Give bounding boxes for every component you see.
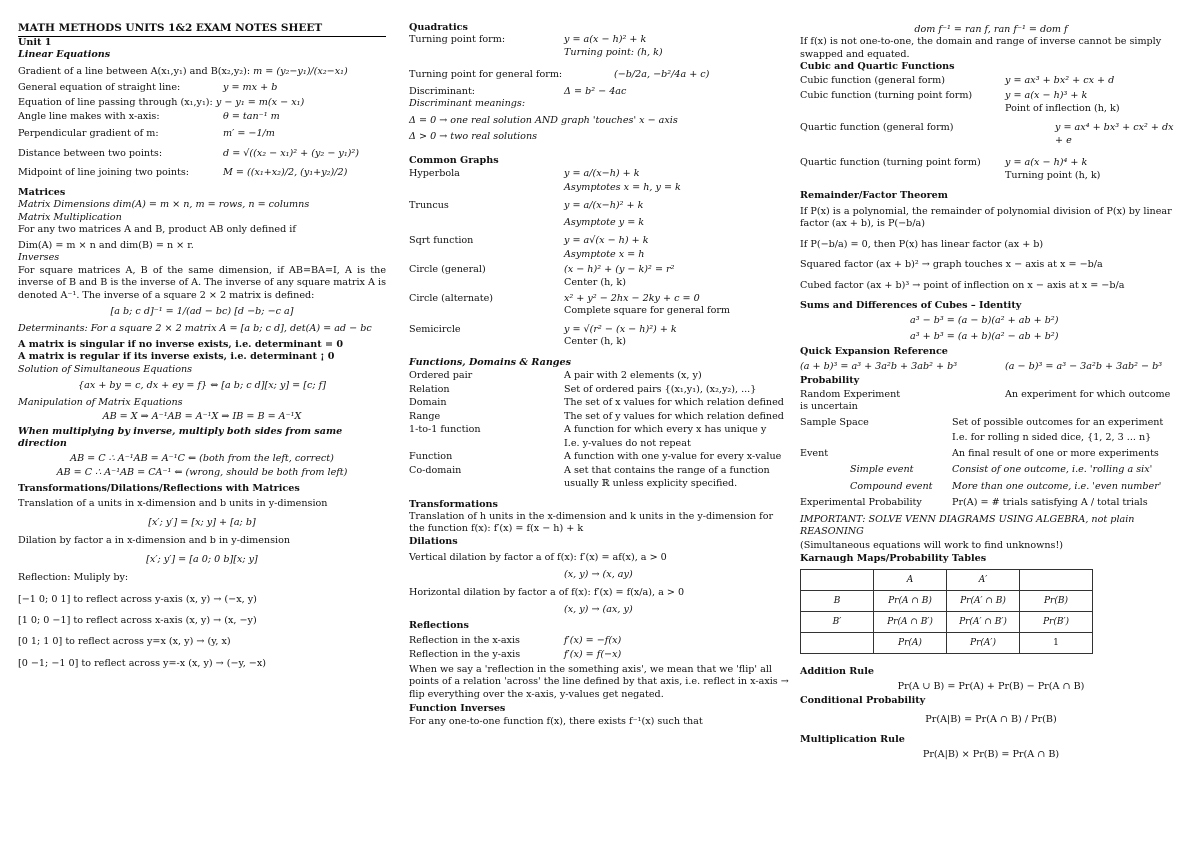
random-experiment-row: Random Experiment An experiment for which outcome [800,388,1171,400]
remainder-2: If P(−b/a) = 0, then P(x) has linear factor (ax + b) [800,238,1044,250]
tdr-dilation-eq: [x′; y′] = [a 0; 0 b][x; y] [146,553,258,565]
fdr-row: Relation Set of ordered pairs {(x₁,y₁), (x₂,y₂), ...} [409,383,757,395]
fdr-heading: Functions, Domains & Ranges [409,356,572,368]
fdr-row: I.e. y-values do not repeat [564,437,691,449]
reflection-x-row: Reflection in the x-axis f′(x) = −f(x) [409,634,622,646]
table-cell: Pr(A′ ∩ B′) [947,612,1020,633]
gradient-row: Gradient of a line between A(x₁,y₁) and B(x₂,y₂): m = (y₂−y₁)/(x₂−x₁) [18,65,348,77]
cubic-heading: Cubic and Quartic Functions [800,61,955,73]
vertical-dilation: Vertical dilation by factor a of f(x): f′(x) = af(x), a > 0 [409,552,667,564]
cubic-tp-row: Cubic function (turning point form) y = a(x − h)³ + k [800,90,1088,102]
inverse-correct: AB = C ∴ A⁻¹AB = A⁻¹C ⇐ (both from the left, correct) [70,452,334,464]
reflection-text: When we say a 'reflection in the something axis', we mean that we 'flip' all points of a relation 'across' the line defined by that axis, i.e. reflect in x-axis → flip everything over the x-axis, y-values get negated. [409,663,789,700]
reflect-y-eq-neg-x: [0 −1; −1 0] to reflect across y=-x (x, y) → (−y, −x) [18,657,266,669]
table-cell: B′ [801,612,874,633]
tdr-heading: Transformations/Dilations/Reflections with Matrices [18,482,300,494]
quartic-tp-row: Quartic function (turning point form) y = a(x − h)⁴ + k [800,157,1088,169]
table-cell: 1 [1020,633,1093,654]
line-through-row: Equation of line passing through (x₁,y₁): y − y₁ = m(x − x₁) [18,96,305,108]
table-cell: Pr(B′) [1020,612,1093,633]
random-experiment-cont: is uncertain [800,401,858,413]
table-cell: A′ [947,570,1020,591]
sqrt-row: Sqrt function y = a√(x − h) + k [409,235,649,247]
table-cell [801,570,874,591]
transformations-translation: Translation of h units in the x-dimension and k units in the y-dimension for the function f(x): f′(x) = f(x − h) + k [409,511,774,535]
inverse-formula: [a b; c d]⁻¹ = 1/(ad − bc) [d −b; −c a] [110,306,294,318]
column-3 [800,24,1182,763]
column-2 [409,22,789,728]
tp-general-row: Turning point for general form: (−b/2a, −b²/4a + c) [409,69,710,81]
angle-row: Angle line makes with x-axis: θ = tan⁻¹ m [18,110,280,122]
multiplication-rule: Pr(A|B) × Pr(B) = Pr(A ∩ B) [922,748,1060,760]
tdr-reflection: Reflection: Muliply by: [18,572,129,584]
event-row: Event An final result of one or more experiments [800,447,1159,459]
transformations-heading: Transformations [409,498,498,510]
matrix-mult-2: Dim(A) = m × n and dim(B) = n × r. [18,239,194,251]
table-cell: Pr(A ∩ B) [874,591,947,612]
inverses-text: For square matrices A, B of the same dimension, if AB=BA=I, A is the inverse of B and B is the inverse of A. The inverse of any square matrix A is denoted A⁻¹. The inverse of a square 2 × 2 matrix is defined: [18,264,386,301]
addition-rule-heading: Addition Rule [800,666,874,678]
cubes-heading: Sums and Differences of Cubes – Identity [800,299,1022,311]
truncus-row: Truncus y = a/(x−h)² + k [409,200,644,212]
reflect-y-eq-x: [0 1; 1 0] to reflect across y=x (x, y) → (y, x) [18,636,231,648]
tdr-translation: Translation of a units in x-dimension and b units in y-dimension [18,498,328,510]
remainder-4: Cubed factor (ax + b)³ → point of inflection on x − axis at x = −b/a [800,279,1125,291]
cubic-tp-point: Point of inflection (h, k) [1005,102,1120,114]
probability-heading: Probability [800,375,860,387]
table-row [801,612,1093,633]
table-cell: A [874,570,947,591]
fdr-row: usually ℝ unless explicity specified. [564,478,738,490]
simultaneous-eq: {ax + by = c, dx + ey = f} ⇔ [a b; c d][x; y] = [c; f] [78,380,326,392]
table-cell: B [801,591,874,612]
karnaugh-heading: Karnaugh Maps/Probability Tables [800,552,987,564]
inverses-fn-heading: Function Inverses [409,703,506,715]
table-cell: Pr(A ∩ B′) [874,612,947,633]
inverses-fn-text: For any one-to-one function f(x), there exists f⁻¹(x) such that [409,715,703,727]
perp-row: Perpendicular gradient of m: m′ = −1/m [18,128,275,140]
horizontal-dilation: Horizontal dilation by factor a of f(x): f′(x) = f(x/a), a > 0 [409,587,685,599]
expansion-row: (a + b)³ = a³ + 3a²b + 3ab² + b³ (a − b)³ = a³ − 3a²b + 3ab² − b³ [800,360,1163,372]
table-cell: Pr(A) [874,633,947,654]
addition-rule: Pr(A ∪ B) = Pr(A) + Pr(B) − Pr(A ∩ B) [897,680,1085,692]
cubes-sum: a³ + b³ = (a + b)(a² − ab + b²) [910,330,1059,342]
experimental-probability-row: Experimental Probability Pr(A) = # trials satisfying A / total trials [800,497,1148,509]
reflection-y-row: Reflection in the y-axis f′(x) = f(−x) [409,649,622,661]
discriminant-zero: Δ = 0 → one real solution AND graph 'touches' x − axis [409,114,678,126]
circle-alt-note: Complete square for general form [564,305,731,317]
dilations-heading: Dilations [409,535,458,547]
fdr-list [409,370,789,490]
inverse-wrong: AB = C ∴ A⁻¹AB = CA⁻¹ ⇐ (wrong, should be both from left) [56,467,348,479]
conditional-heading: Conditional Probability [800,695,926,707]
linear-heading: Linear Equations [18,49,111,61]
circle-general-row: Circle (general) (x − h)² + (y − k)² = r² [409,264,675,276]
matrix-mult-heading: Matrix Multiplication [18,211,122,223]
table-row [801,633,1093,654]
multiplication-heading: Multiplication Rule [800,734,905,746]
inverse-note: If f(x) is not one-to-one, the domain and range of inverse cannot be simply swapped and equated. [800,36,1162,60]
sample-space-row: Sample Space Set of possible outcomes for an experiment [800,416,1164,428]
manipulation-heading: Manipulation of Matrix Equations [18,396,183,408]
karnaugh-table [800,569,1093,654]
compound-event-row: Compound event More than one outcome, i.e. 'even number' [850,480,1162,492]
singular-text: A matrix is singular if no inverse exists, i.e. determinant = 0 [18,339,344,351]
discriminant-positive: Δ > 0 → two real solutions [409,131,538,143]
simultaneous-heading: Solution of Simultaneous Equations [18,363,193,375]
reflect-y-axis: [−1 0; 0 1] to reflect across y-axis (x, y) → (−x, y) [18,593,257,605]
determinant-text: Determinants: For a square 2 × 2 matrix A = [a b; c d], det(A) = ad − bc [18,322,372,334]
remainder-heading: Remainder/Factor Theorem [800,190,948,202]
hyperbola-asymptotes: Asymptotes x = h, y = k [564,181,681,193]
tdr-translation-eq: [x′; y′] = [x; y] + [a; b] [148,516,256,528]
table-row [801,570,1093,591]
manipulation-eq: AB = X ⇒ A⁻¹AB = A⁻¹X ⇒ IB = B = A⁻¹X [102,411,302,423]
table-cell: Pr(B) [1020,591,1093,612]
hyperbola-row: Hyperbola y = a/(x−h) + k [409,168,640,180]
tp-form-point: Turning point: (h, k) [564,46,663,58]
discriminant-meanings-heading: Discriminant meanings: [409,98,526,110]
tp-form-row: Turning point form: y = a(x − h)² + k [409,34,647,46]
inverse-warning: When multiplying by inverse, multiply both sides from same direction [18,425,343,450]
page-title: MATH METHODS UNITS 1&2 EXAM NOTES SHEET [18,22,386,37]
important-note: IMPORTANT: SOLVE VENN DIAGRAMS USING ALGEBRA, not plain REASONING [800,513,1135,537]
vertical-dilation-map: (x, y) → (x, ay) [564,568,633,580]
conditional-rule: Pr(A|B) = Pr(A ∩ B) / Pr(B) [925,713,1057,725]
fdr-row: Range The set of y values for which relation defined [409,410,784,422]
matrix-mult-1: For any two matrices A and B, product AB only defined if [18,224,296,236]
circle-alt-row: Circle (alternate) x² + y² − 2hx − 2ky + c = 0 [409,292,700,304]
circle-general-center: Center (h, k) [564,276,626,288]
truncus-asymptote: Asymptote y = k [564,216,645,228]
midpoint-row: Midpoint of line joining two points: M = ((x₁+x₂)/2, (y₁+y₂)/2) [18,167,348,179]
common-graphs-heading: Common Graphs [409,154,499,166]
fdr-row: 1-to-1 function A function for which every x has unique y [409,424,767,436]
table-cell: Pr(A′) [947,633,1020,654]
matrices-heading: Matrices [18,186,66,198]
quadratics-heading: Quadratics [409,22,468,33]
distance-row: Distance between two points: d = √((x₂ − x₁)² + (y₂ − y₁)²) [18,147,359,159]
expansion-heading: Quick Expansion Reference [800,346,948,358]
regular-text: A matrix is regular if its inverse exists, i.e. determinant ¡ 0 [18,351,335,363]
simple-event-row: Simple event Consist of one outcome, i.e. 'rolling a six' [850,464,1153,476]
table-cell [801,633,874,654]
cubic-general-row: Cubic function (general form) y = ax³ + bx² + cx + d [800,74,1115,86]
fdr-row: Ordered pair A pair with 2 elements (x, y) [409,370,702,382]
table-row [801,591,1093,612]
matrix-dims: Matrix Dimensions dim(A) = m × n, m = rows, n = columns [18,199,310,211]
inverse-dom-ran: dom f⁻¹ = ran f, ran f⁻¹ = dom f [914,24,1068,35]
reflections-heading: Reflections [409,620,469,632]
remainder-1: If P(x) is a polynomial, the remainder of polynomial division of P(x) by linear factor (ax + b), is P(−b/a) [800,205,1172,230]
remainder-3: Squared factor (ax + b)² → graph touches x − axis at x = −b/a [800,259,1103,271]
inverses-heading: Inverses [18,252,60,264]
fdr-row: Co-domain A set that contains the range of a function [409,464,770,476]
tdr-dilation: Dilation by factor a in x-dimension and b in y-dimension [18,535,291,547]
reflect-x-axis: [1 0; 0 −1] to reflect across x-axis (x, y) → (x, −y) [18,614,257,626]
discriminant-row: Discriminant: Δ = b² − 4ac [409,85,627,97]
horizontal-dilation-map: (x, y) → (ax, y) [564,603,633,615]
cubes-diff: a³ − b³ = (a − b)(a² + ab + b²) [910,315,1059,327]
semicircle-center: Center (h, k) [564,336,626,348]
quartic-tp-point: Turning point (h, k) [1005,169,1101,181]
table-cell [1020,570,1093,591]
quartic-general-row: Quartic function (general form) y = ax⁴ + bx³ + cx² + dx + e [800,122,1174,146]
simultaneous-note: (Simultaneous equations will work to find unknowns!) [800,540,1064,552]
semicircle-row: Semicircle y = √(r² − (x − h)²) + k [409,323,677,335]
table-cell: Pr(A′ ∩ B) [947,591,1020,612]
sqrt-asymptote: Asymptote x = h [564,248,645,260]
fdr-row: Function A function with one y-value for every x-value [409,451,782,463]
fdr-row: Domain The set of x values for which relation defined [409,397,784,409]
sample-space-example: I.e. for rolling n sided dice, {1, 2, 3 ... n} [952,432,1152,444]
general-line-row: General equation of straight line: y = mx + b [18,82,278,94]
unit-heading: Unit 1 [18,36,52,48]
column-1 [18,22,386,679]
